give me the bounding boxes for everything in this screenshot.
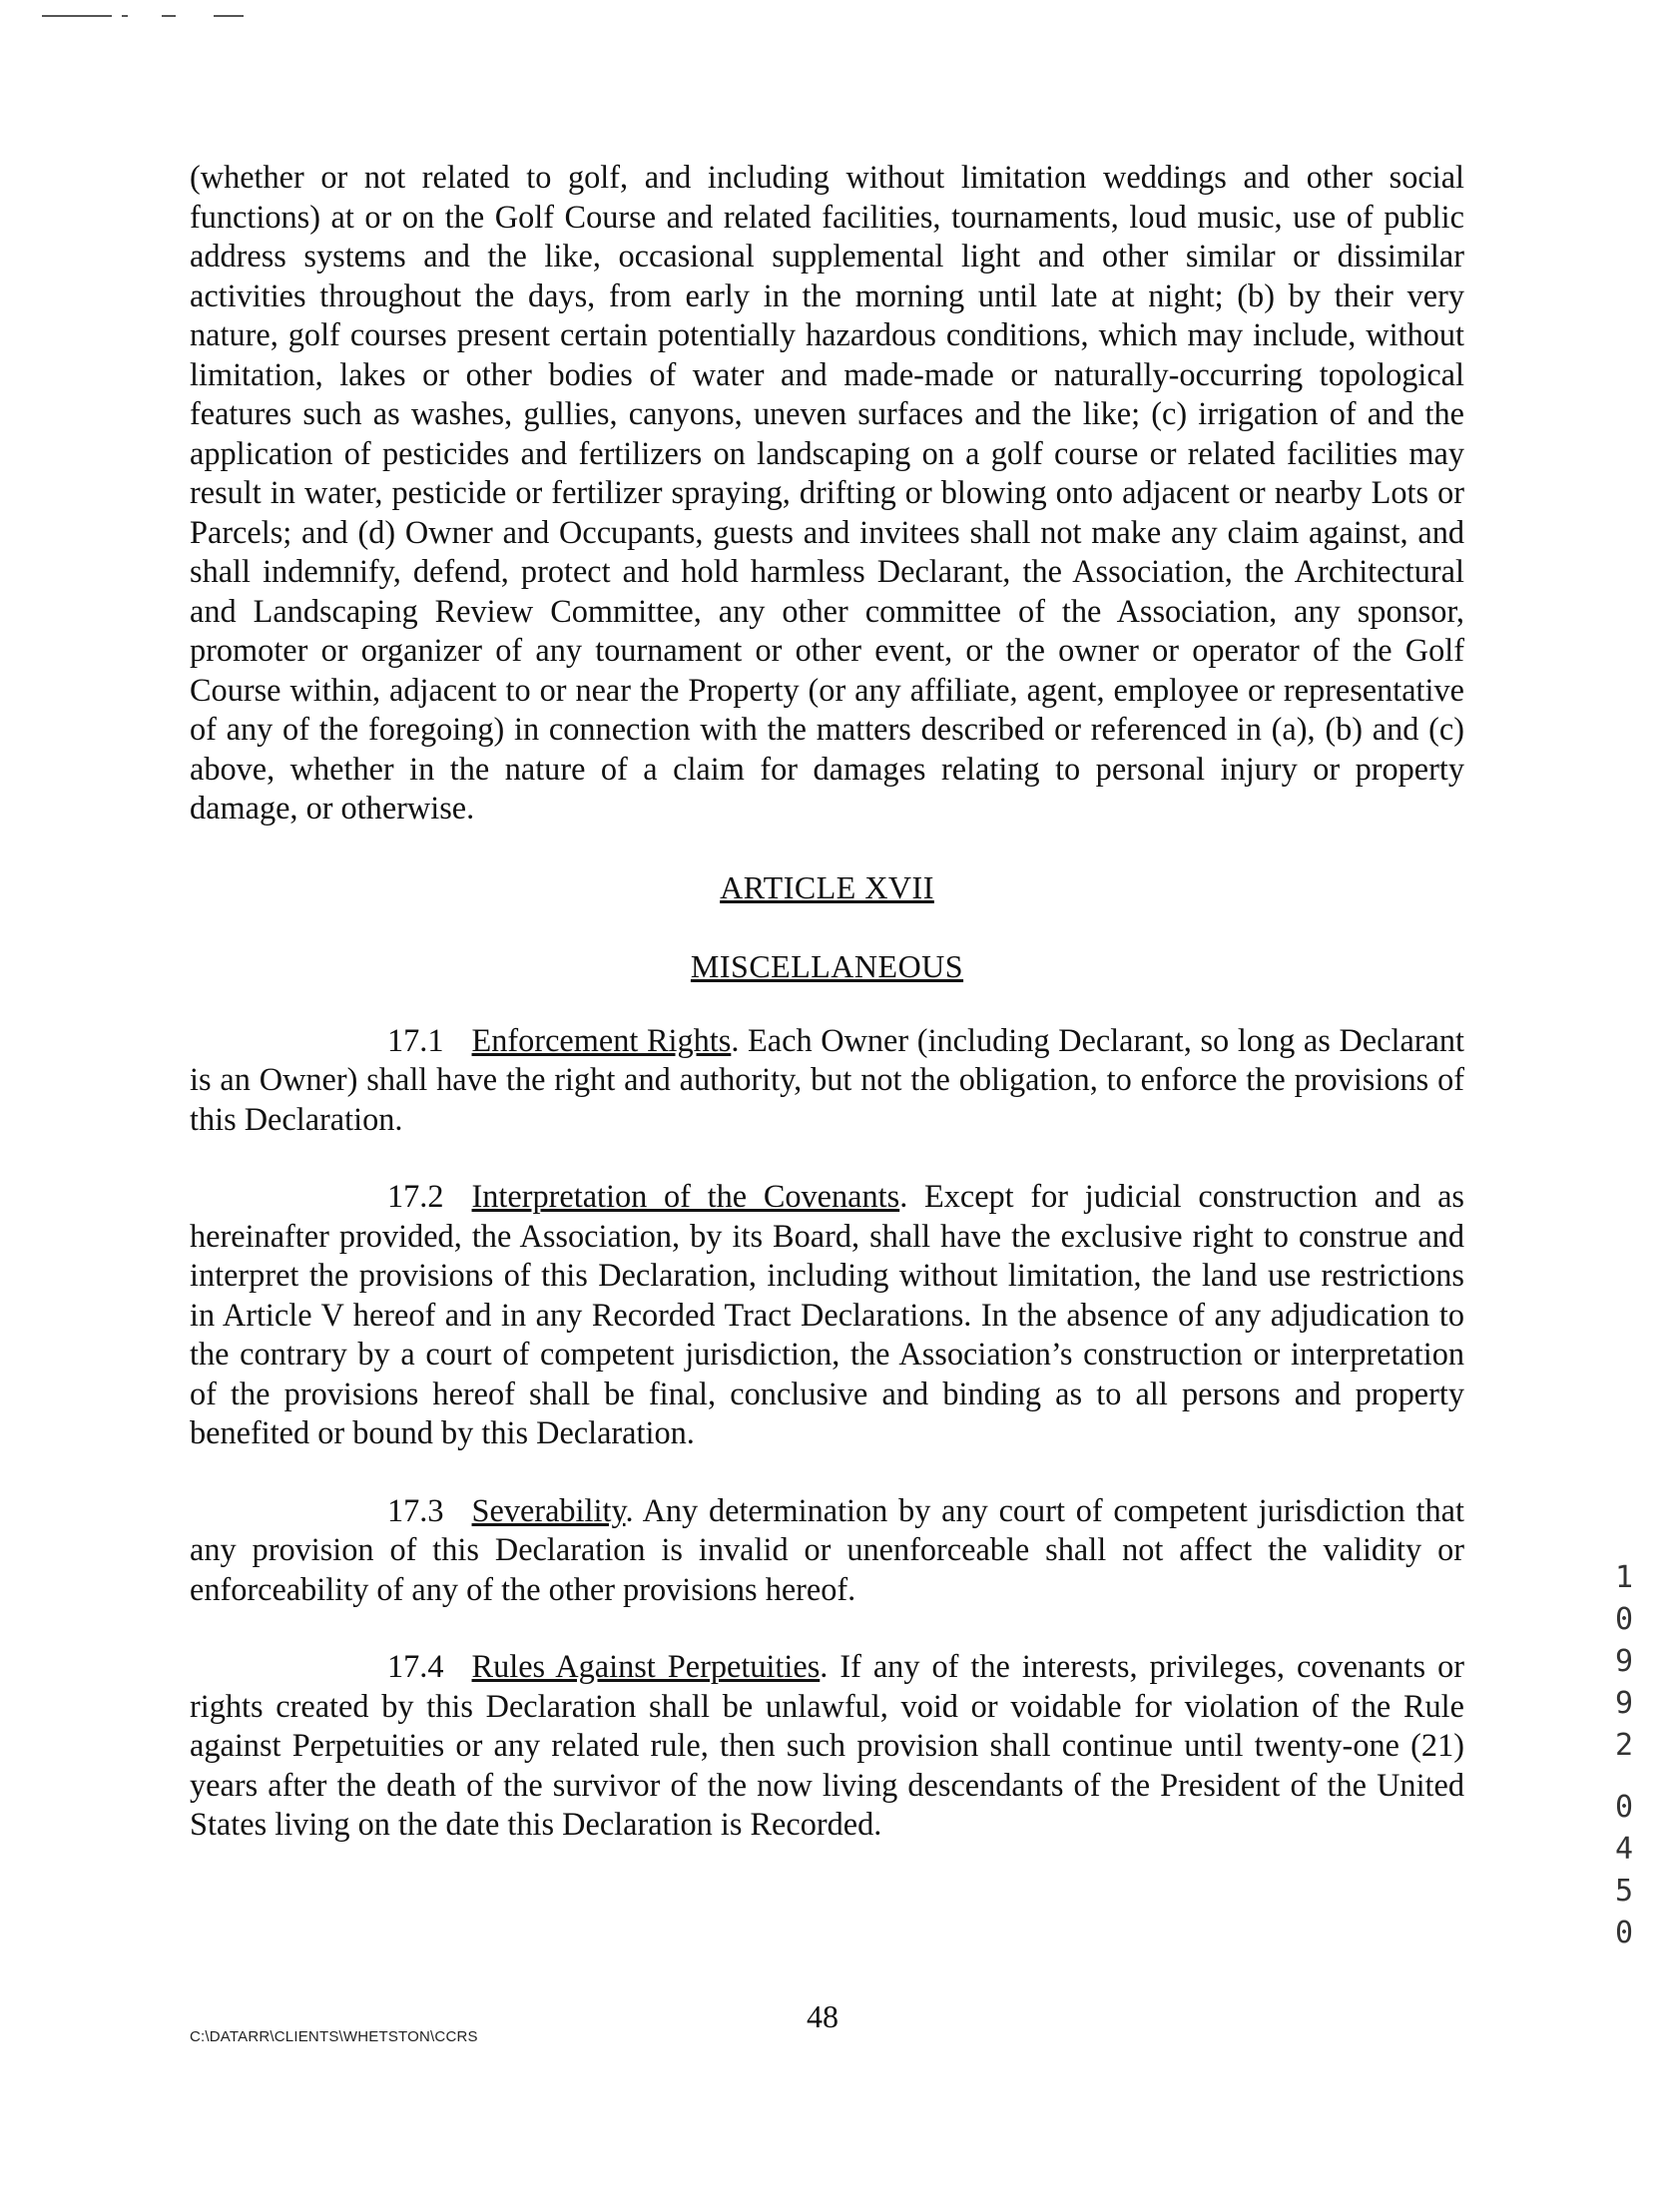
stamp-digit: 4: [1614, 1832, 1634, 1867]
section-text: . Any determination by any court of competent jurisdiction that any provision of this Declaration is invalid or unenforceable shall not affect the validity or enforceability of any of the other provisions hereof.: [190, 1491, 1464, 1607]
recording-stamp: [1604, 1557, 1644, 1954]
scan-mark: [42, 15, 112, 17]
stamp-digit: 0: [1614, 1916, 1634, 1950]
page-number: 48: [807, 1998, 838, 2034]
section-title: Severability: [471, 1491, 626, 1528]
footer-file-path: C:\DATARR\CLIENTS\WHETSTON\CCRS: [190, 2028, 478, 2045]
section-17-3: [190, 1491, 1464, 1610]
section-number: 17.4: [387, 1648, 444, 1684]
section-number: 17.3: [387, 1491, 444, 1528]
section-17-1: [190, 1021, 1464, 1140]
section-17-4: [190, 1647, 1464, 1845]
document-body: [190, 158, 1464, 1845]
opening-paragraph: (whether or not related to golf, and including without limitation weddings and other social functions) at or on the Golf Course and related facilities, tournaments, loud music, use of public address systems and the like, occasional supplemental light and other similar or dissimilar activities throughout the days, from early in the morning until late at night; (b) by their very nature, golf courses present certain potentially hazardous conditions, which may include, without limitation, lakes or other bodies of water and made-made or naturally-occurring topological features such as washes, gullies, canyons, uneven surfaces and the like; (c) irrigation of and the application of pesticides and fertilizers on landscaping on a golf course or related facilities may result in water, pesticide or fertilizer spraying, drifting or blowing onto adjacent or nearby Lots or Parcels; and (d) Owner and Occupants, guests and invitees shall not make any claim against, and shall indemnify, defend, protect and hold harmless Declarant, the Association, the Architectural and Landscaping Review Committee, any other committee of the Association, any sponsor, promoter or organizer of any tournament or other event, or the owner or operator of the Golf Course within, adjacent to or near the Property (or any affiliate, agent, employee or representative of any of the foregoing) in connection with the matters described or referenced in (a), (b) and (c) above, whether in the nature of a claim for damages relating to personal injury or property damage, or otherwise.: [190, 159, 1464, 826]
stamp-digit: 5: [1614, 1874, 1634, 1909]
section-title: Rules Against Perpetuities: [471, 1648, 821, 1684]
section-text: . Except for judicial construction and as hereinafter provided, the Association, by its Board, shall have the exclusive right to construe and interpret the provisions of this Declaration, including without limitation, the land use restrictions in Article V hereof and in any Recorded Tract Declarations. In the absence of any adjudication to the contrary by a court of competent jurisdiction, the Association’s construction or interpretation of the provisions hereof shall be final, conclusive and binding as to all persons and property benefited or bound by this Declaration.: [190, 1178, 1464, 1450]
scan-artifact-marks: [42, 12, 421, 22]
section-17-2: [190, 1177, 1464, 1453]
article-heading: ARTICLE XVII: [720, 868, 934, 905]
stamp-digit: 9: [1614, 1686, 1634, 1721]
stamp-gap: [1604, 1767, 1644, 1787]
section-text: . If any of the interests, privileges, covenants or rights created by this Declaration shall be unlawful, void or voidable for violation of the Rule against Perpetuities or any related rule, then such provision shall continue until twenty-one (21) years after the death of the survivor of the now living descendants of the President of the United States living on the date this Declaration is Recorded.: [190, 1648, 1464, 1842]
section-title: Interpretation of the Covenants: [471, 1178, 900, 1214]
scan-mark: [214, 15, 244, 17]
section-title: Enforcement Rights: [471, 1021, 732, 1058]
stamp-digit: 0: [1614, 1602, 1634, 1637]
scan-mark: [122, 15, 128, 17]
section-text: . Each Owner (including Declarant, so long as Declarant is an Owner) shall have the right and authority, but not the obligation, to enforce the provisions of this Declaration.: [190, 1021, 1464, 1137]
article-title: MISCELLANEOUS: [690, 948, 964, 984]
scan-mark: [162, 15, 176, 17]
stamp-digit: 2: [1614, 1728, 1634, 1763]
stamp-digit: 1: [1614, 1560, 1634, 1595]
section-number: 17.1: [387, 1021, 444, 1058]
stamp-digit: 9: [1614, 1644, 1634, 1679]
stamp-digit: 0: [1614, 1790, 1634, 1825]
section-number: 17.2: [387, 1178, 444, 1214]
